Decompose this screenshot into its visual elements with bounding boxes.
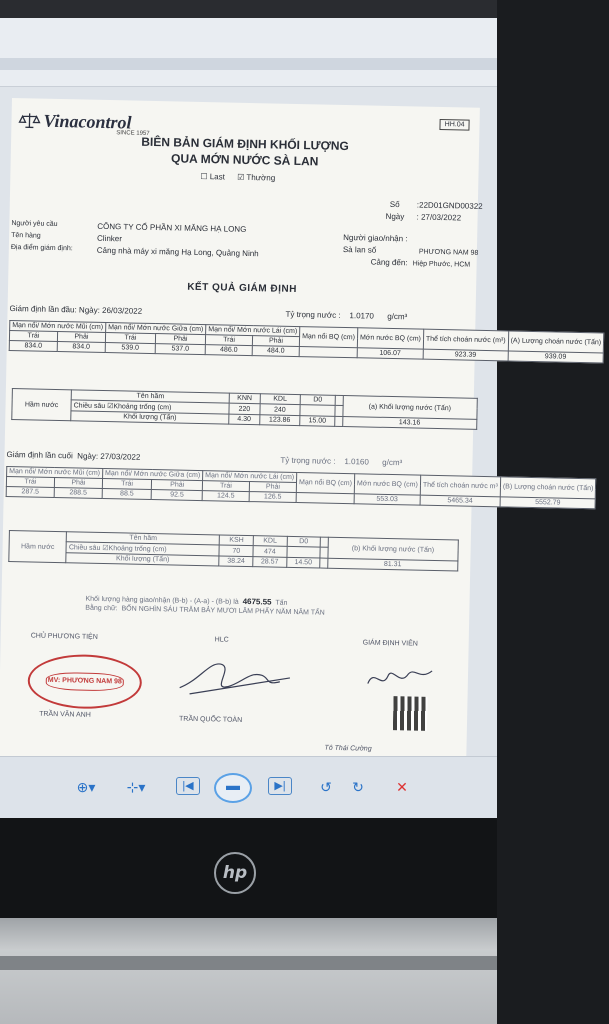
summary-line: Khối lượng hàng giao/nhận (B-b) - (A-a) - (B-b) là 4675.55 Tấn (85, 595, 288, 607)
form-code: HH.04 (440, 119, 470, 131)
qr-code (393, 696, 428, 731)
scale-icon (19, 112, 39, 128)
company-stamp: MV: PHƯƠNG NAM 98 (27, 653, 142, 709)
requester-value: CÔNG TY CỔ PHẦN XI MĂNG HẠ LONG (97, 221, 247, 234)
port-value: Hiệp Phước, HCM (412, 260, 471, 269)
inspector-signature (360, 655, 441, 697)
place-label: Địa điểm giám định: (10, 244, 73, 253)
scanned-document (0, 98, 602, 778)
first-hold-table: Hầm nước Tên hầm KNN KDL D0 (a) Khối lượng nước (Tấn) Chiều sâu ☑Khoảng trống (cm) 220 240 Khối lượng (Tấn) 4.30 123.86 15.00 143.16 (11, 388, 478, 430)
requester-label: Người yêu cầu (11, 220, 58, 228)
zoom-button[interactable]: ⊕▾ (76, 779, 96, 795)
last-density: Tỷ trọng nước : 1.0160 g/cm³ (280, 455, 403, 468)
check-last: ☐ Last (200, 171, 226, 182)
hp-logo: hp (214, 852, 256, 894)
hlc-signature (169, 649, 300, 702)
check-normal: ☑ Thường (237, 172, 276, 183)
so-value: :22D01GND00322 (416, 200, 483, 211)
doc-title-line1: BIÊN BẢN GIÁM ĐỊNH KHỐI LƯỢNG (141, 134, 349, 154)
brand-since: SINCE 1957 (116, 130, 150, 137)
table-row: Khối lượng (Tấn) 4.30 123.86 15.00 143.16 (12, 410, 477, 430)
ngay-value: : 27/03/2022 (416, 212, 462, 223)
hlc-signature-label: HLC (214, 636, 229, 644)
table-row: Chiều sâu ☑Khoảng trống (cm) 220 240 (12, 399, 477, 420)
last-draft-table: Mạn nổi/ Mớn nước Mũi (cm) Mạn nổi/ Mớn nước Giữa (cm) Mạn nổi/ Mớn nước Lái (cm) Mạn nổi BQ (cm) Mớn nước BQ (cm) Thể tích choán nước m³ (B) Lượng choán nước (Tấn) Trái Phải Trái Phải Trái Phải 287.5 288.5 88.5 92.5 124.5 126.5 553.03 5465.34 5552.79 (6, 466, 597, 509)
previous-button[interactable]: |◀ (176, 777, 200, 795)
so-label: Số (389, 199, 400, 210)
rotate-left-button[interactable]: ↺ (320, 779, 332, 795)
amount-in-words: Bằng chữ: BỐN NGHÌN SÁU TRĂM BẢY MƯƠI LĂM PHẨY NĂM NĂM TẤN (85, 604, 325, 617)
port-label: Cảng đến: (370, 257, 408, 268)
viewer-toolbar (0, 756, 497, 819)
slideshow-button[interactable]: ▬ (214, 773, 252, 803)
barge-label: Sà lan số (342, 244, 377, 255)
receiver-label: Người giao/nhận : (343, 232, 408, 244)
owner-name: TRẦN VĂN ANH (39, 710, 91, 719)
viewer-title-area (0, 18, 497, 87)
hlc-name: TRẦN QUỐC TOÀN (178, 715, 243, 724)
place-value: Cảng nhà máy xi măng Hạ Long, Quảng Ninh (96, 245, 259, 259)
vinacontrol-logo: Vinacontrol (19, 110, 131, 133)
table-row: Khối lượng (Tấn) 38.24 28.57 14.50 81.31 (9, 552, 458, 571)
last-hold-table: Hầm nước Tên hầm KSH KDL D0 (b) Khối lượng nước (Tấn) Chiều sâu ☑Khoảng trống (cm) 70 474 Khối lượng (Tấn) 38.24 28.57 14.50 81.31 (8, 530, 459, 571)
fit-button[interactable]: ⊹▾ (126, 779, 146, 795)
ngay-label: Ngày (385, 211, 405, 222)
owner-signature-label: CHỦ PHƯƠNG TIỆN (30, 632, 98, 641)
delete-button[interactable]: ✕ (396, 779, 408, 795)
laptop-keyboard-deck (0, 918, 497, 1024)
first-density: Tỷ trọng nước : 1.0170 g/cm³ (285, 309, 408, 322)
result-title: KẾT QUẢ GIÁM ĐỊNH (187, 281, 297, 296)
table-row: Chiều sâu ☑Khoảng trống (cm) 70 474 (9, 541, 458, 561)
rotate-right-button[interactable]: ↻ (352, 779, 364, 795)
inspection-type (200, 172, 285, 183)
inspector-name: Tô Thái Cường (324, 744, 372, 753)
inspector-signature-label: GIÁM ĐỊNH VIÊN (362, 639, 418, 648)
last-inspection-label: Giám định lần cuối Ngày: 27/03/2022 (6, 449, 141, 462)
photo-viewer-window (0, 18, 602, 818)
next-button[interactable]: ▶| (268, 777, 292, 795)
first-draft-table: Mạn nổi/ Mớn nước Mũi (cm) Mạn nổi/ Mớn nước Giữa (cm) Mạn nổi/ Mớn nước Lái (cm) Mạn nổi BQ (cm) Mớn nước BQ (cm) Thể tích choán nước (m³) (A) Lượng choán nước (Tấn) Trái Phải Trái Phải Trái Phải 834.0 834.0 539.0 537.0 486.0 484.0 106.07 923.39 939.09 (9, 320, 605, 363)
barge-value: PHƯƠNG NAM 98 (418, 248, 479, 257)
table-row: 834.0 834.0 539.0 537.0 486.0 484.0 106.07 923.39 939.09 (9, 340, 603, 362)
goods-value: Clinker (96, 233, 123, 244)
doc-title-line2: QUA MỚN NƯỚC SÀ LAN (170, 151, 319, 169)
table-row: 287.5 288.5 88.5 92.5 124.5 126.5 553.03 5465.34 5552.79 (6, 486, 596, 508)
goods-label: Tên hàng (11, 232, 41, 240)
first-inspection-label: Giám định lần đầu: Ngày: 26/03/2022 (9, 303, 143, 316)
